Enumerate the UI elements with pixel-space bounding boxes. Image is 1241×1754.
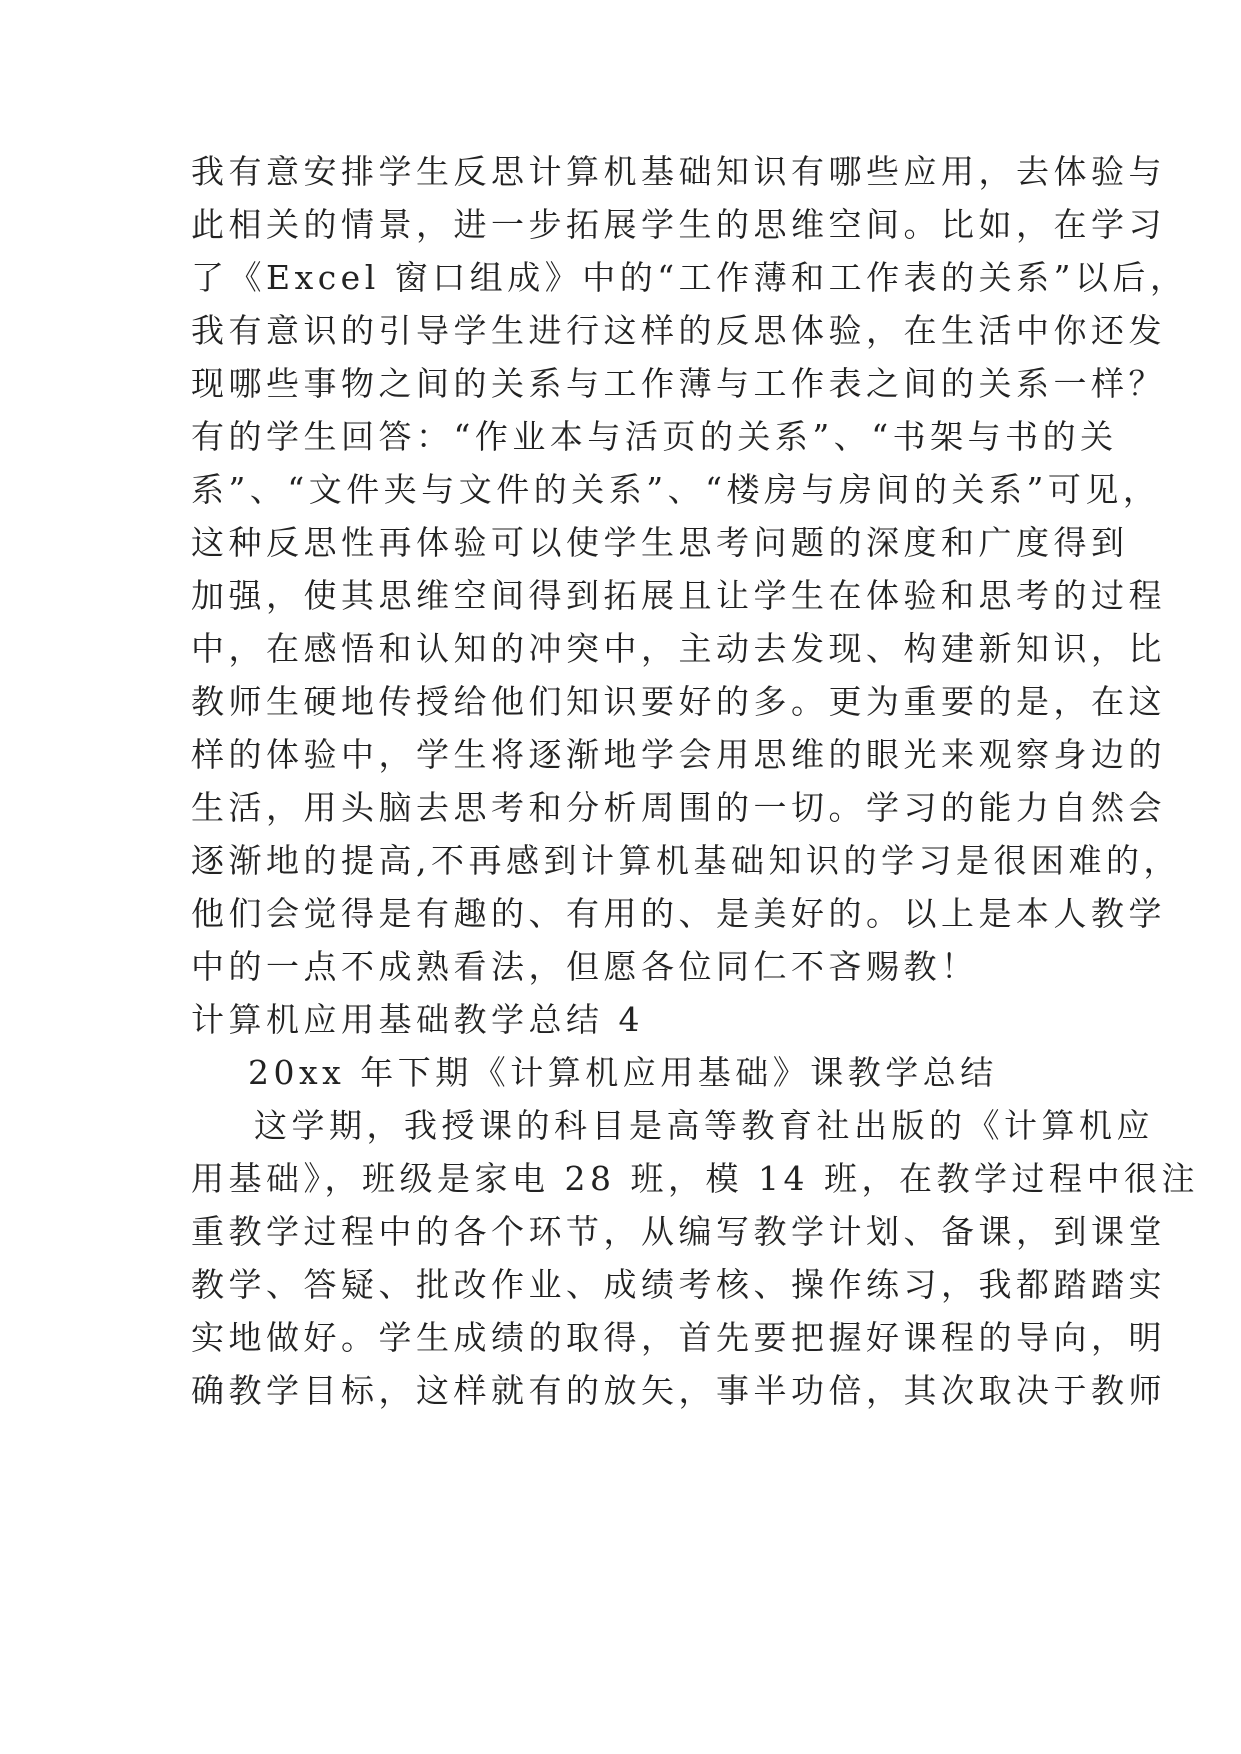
- text-line: 样的体验中，学生将逐渐地学会用思维的眼光来观察身边的: [191, 735, 1166, 774]
- text-line: 教学、答疑、批改作业、成绩考核、操作练习，我都踏踏实: [191, 1265, 1166, 1304]
- text-line: 他们会觉得是有趣的、有用的、是美好的。以上是本人教学: [191, 894, 1166, 933]
- text-line: 了《Excel 窗口组成》中的“工作薄和工作表的关系”以后，: [191, 258, 1188, 297]
- section-heading: 计算机应用基础教学总结 4: [191, 1000, 644, 1039]
- text-line: 有的学生回答：“作业本与活页的关系”、“书架与书的关: [191, 417, 1118, 456]
- text-line: 生活，用头脑去思考和分析周围的一切。学习的能力自然会: [191, 788, 1166, 827]
- text-line: 中，在感悟和认知的冲突中，主动去发现、构建新知识，比: [191, 629, 1166, 668]
- text-line: 现哪些事物之间的关系与工作薄与工作表之间的关系一样？: [191, 364, 1166, 403]
- text-line: 加强，使其思维空间得到拓展且让学生在体验和思考的过程: [191, 576, 1166, 615]
- text-line: 确教学目标，这样就有的放矢，事半功倍，其次取决于教师: [191, 1371, 1166, 1410]
- text-line: 此相关的情景，进一步拓展学生的思维空间。比如，在学习: [191, 205, 1166, 244]
- text-line: 这种反思性再体验可以使学生思考问题的深度和广度得到: [191, 523, 1129, 562]
- text-line: 这学期，我授课的科目是高等教育社出版的《计算机应: [254, 1106, 1154, 1145]
- text-line: 重教学过程中的各个环节，从编写教学计划、备课，到课堂: [191, 1212, 1166, 1251]
- text-line: 系”、“文件夹与文件的关系”、“楼房与房间的关系”可见，: [191, 470, 1161, 509]
- text-line: 用基础》，班级是家电 28 班，模 14 班，在教学过程中很注: [191, 1159, 1199, 1198]
- text-line: 中的一点不成熟看法，但愿各位同仁不吝赐教！: [191, 947, 979, 986]
- text-line: 实地做好。学生成绩的取得，首先要把握好课程的导向，明: [191, 1318, 1166, 1357]
- subtitle: 20xx 年下期《计算机应用基础》课教学总结: [248, 1053, 998, 1092]
- text-line: 我有意安排学生反思计算机基础知识有哪些应用，去体验与: [191, 152, 1166, 191]
- text-line: 我有意识的引导学生进行这样的反思体验，在生活中你还发: [191, 311, 1166, 350]
- text-line: 逐渐地的提高,不再感到计算机基础知识的学习是很困难的，: [191, 841, 1181, 880]
- text-line: 教师生硬地传授给他们知识要好的多。更为重要的是，在这: [191, 682, 1166, 721]
